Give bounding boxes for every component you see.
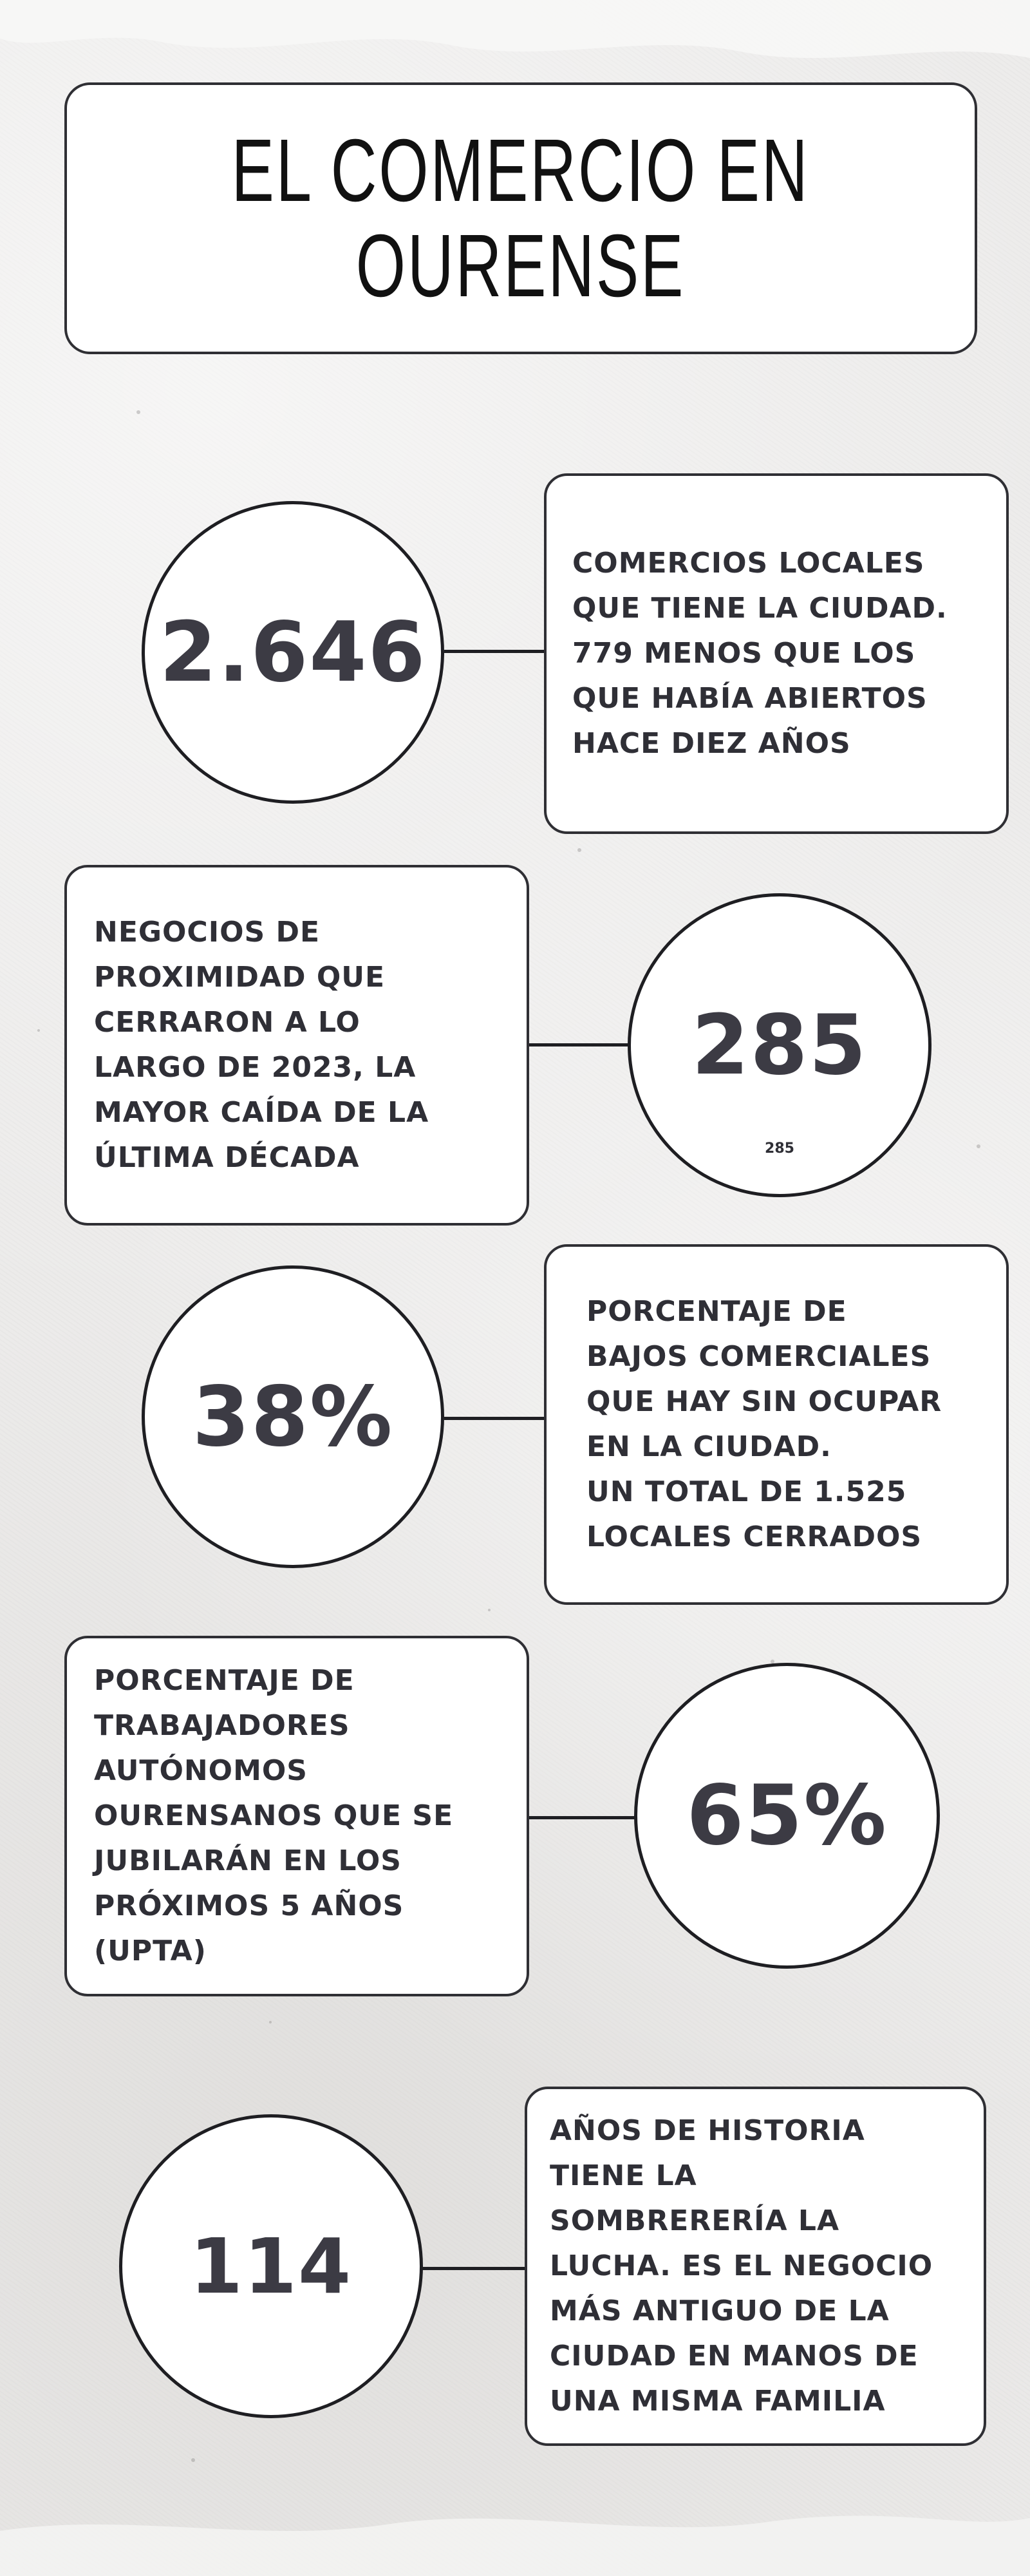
- stat-value: 65%: [686, 1768, 888, 1864]
- stat-caption: 285: [765, 1141, 794, 1157]
- info-text: PORCENTAJE DE BAJOS COMERCIALES QUE HAY SIN OCUPAR EN LA CIUDAD. UN TOTAL DE 1.525 LOCALES CERRADOS: [586, 1295, 942, 1553]
- stat-circle: [119, 2114, 423, 2418]
- info-card: [544, 1244, 1009, 1605]
- stat-circle: [634, 1663, 940, 1969]
- page-title: EL COMERCIO EN OURENSE: [232, 121, 810, 316]
- info-text: NEGOCIOS DE PROXIMIDAD QUE CERRARON A LO LARGO DE 2023, LA MAYOR CAÍDA DE LA ÚLTIMA DÉCADA: [94, 916, 429, 1174]
- connector-line: [529, 1816, 637, 1819]
- connector-line: [422, 2267, 528, 2270]
- info-text: AÑOS DE HISTORIA TIENE LA SOMBRERERÍA LA LUCHA. ES EL NEGOCIO MÁS ANTIGUO DE LA CIUDAD EN MANOS DE UNA MISMA FAMILIA: [550, 2114, 933, 2418]
- stat-circle: [628, 893, 932, 1197]
- stat-value: 285: [691, 997, 868, 1094]
- info-card: [64, 1636, 529, 1996]
- connector-line: [529, 1043, 632, 1046]
- info-card: [64, 865, 529, 1226]
- info-card: [544, 473, 1009, 834]
- connector-line: [444, 650, 547, 653]
- stat-value: 2.646: [159, 604, 427, 701]
- info-text: PORCENTAJE DE TRABAJADORES AUTÓNOMOS OURENSANOS QUE SE JUBILARÁN EN LOS PRÓXIMOS 5 AÑOS (UPTA): [94, 1664, 454, 1967]
- stat-value: 38%: [192, 1368, 394, 1465]
- connector-line: [444, 1417, 547, 1420]
- title-box: [64, 82, 977, 354]
- info-card: [525, 2087, 986, 2446]
- stat-circle: [142, 501, 444, 804]
- info-text: COMERCIOS LOCALES QUE TIENE LA CIUDAD. 779 MENOS QUE LOS QUE HABÍA ABIERTOS HACE DIEZ AÑOS: [572, 547, 948, 760]
- stat-value: 114: [189, 2222, 353, 2311]
- stat-circle: [142, 1265, 444, 1568]
